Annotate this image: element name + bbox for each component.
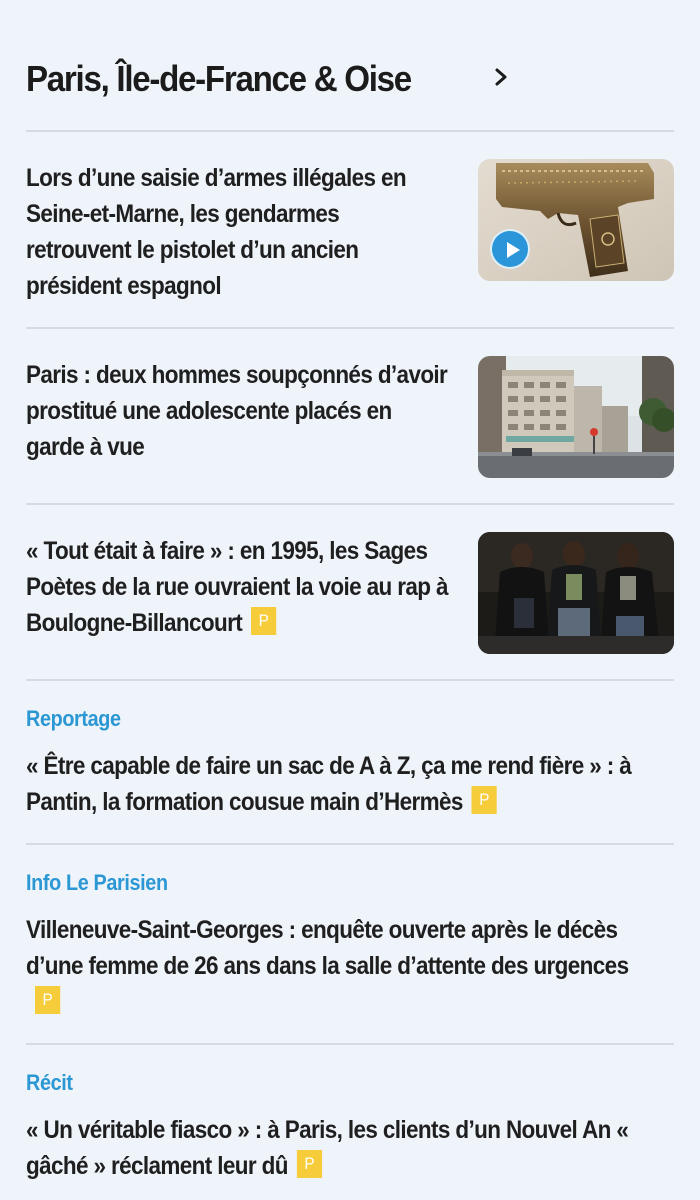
article-card[interactable] <box>26 1068 674 1188</box>
article-card[interactable] <box>26 355 674 479</box>
article-kicker: Récit <box>26 1070 73 1095</box>
article-headline[interactable] <box>26 1112 647 1184</box>
divider <box>26 130 674 132</box>
premium-badge: P <box>35 986 60 1014</box>
news-section <box>26 0 674 1200</box>
article-card[interactable] <box>26 531 674 655</box>
video-play-icon[interactable] <box>490 229 530 269</box>
headline-text: « Un véritable fiasco » : à Paris, les clients d’un Nouvel An « gâché » réclament leur dû <box>26 1116 629 1180</box>
premium-badge: P <box>297 1150 322 1178</box>
section-header[interactable] <box>26 52 444 106</box>
article-headline[interactable]: Lors d’une saisie d’armes illégales en Seine-et-Marne, les gendarmes retrouvent le pistolet d’un ancien président espagnol <box>26 164 406 300</box>
headline-text: « Être capable de faire un sac de A à Z, ça me rend fière » : à Pantin, la formation cousue main d’Hermès <box>26 752 632 816</box>
article-thumbnail[interactable] <box>478 532 674 654</box>
three-men-portrait-photo <box>478 532 674 654</box>
divider <box>26 679 674 681</box>
divider <box>26 327 674 329</box>
article-headline[interactable] <box>26 748 647 820</box>
headline-text: « Tout était à faire » : en 1995, les Sages Poètes de la rue ouvraient la voie au rap à Boulogne-Billancourt <box>26 537 448 637</box>
article-kicker: Info Le Parisien <box>26 870 168 895</box>
divider <box>26 503 674 505</box>
divider <box>26 843 674 845</box>
article-kicker: Reportage <box>26 706 121 731</box>
paris-street-photo <box>478 356 674 478</box>
article-headline[interactable] <box>26 533 449 641</box>
article-thumbnail[interactable] <box>478 356 674 478</box>
premium-badge: P <box>251 607 276 635</box>
article-card[interactable] <box>26 868 674 1028</box>
article-headline[interactable]: Paris : deux hommes soupçonnés d’avoir prostitué une adolescente placés en garde à vue <box>26 361 448 461</box>
headline-text: Villeneuve-Saint-Georges : enquête ouverte après le décès d’une femme de 26 ans dans la salle d’attente des urgences <box>26 916 629 980</box>
article-thumbnail[interactable] <box>478 159 674 281</box>
chevron-right-icon[interactable] <box>492 66 510 88</box>
section-title[interactable]: Paris, Île-de-France & Oise <box>26 58 411 99</box>
article-card[interactable] <box>26 158 674 300</box>
article-headline[interactable] <box>26 912 647 1020</box>
premium-badge: P <box>472 786 497 814</box>
article-card[interactable] <box>26 704 674 822</box>
divider <box>26 1043 674 1045</box>
